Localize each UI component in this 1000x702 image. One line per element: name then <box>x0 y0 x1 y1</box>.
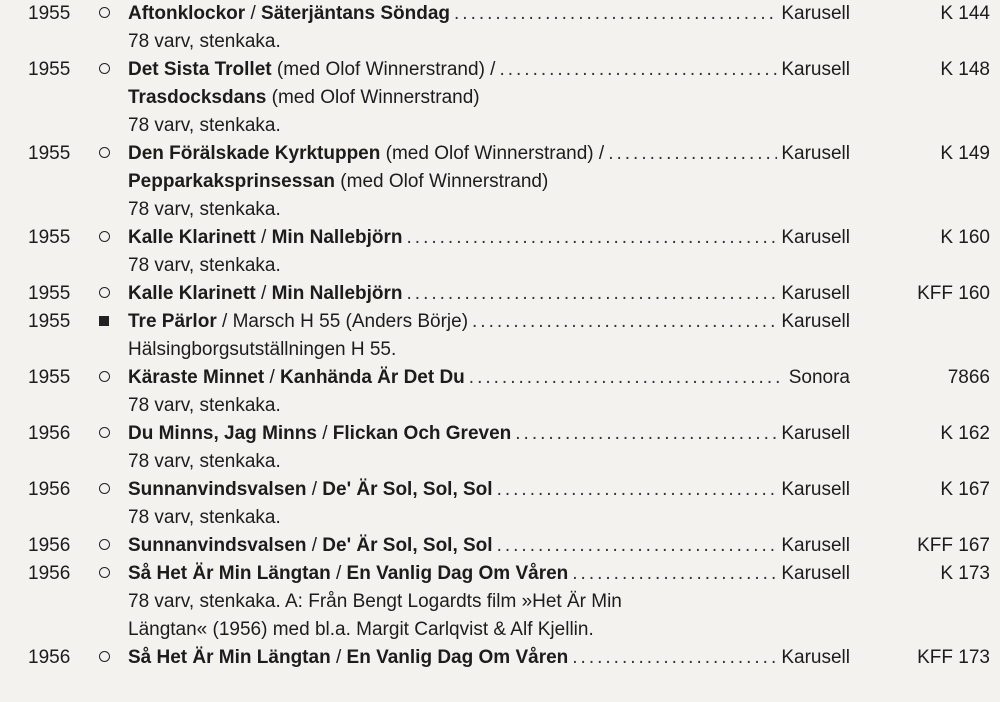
title-b: Kanhända Är Det Du <box>280 367 465 388</box>
entry-title-line <box>128 364 850 392</box>
dot-leader <box>407 224 778 252</box>
title-b: Min Nallebjörn <box>271 227 403 248</box>
entry-titles <box>128 280 403 308</box>
record-label: Karusell <box>781 535 850 556</box>
circle-icon <box>96 560 112 588</box>
continuation-title <box>128 168 828 196</box>
entry-row <box>0 560 1000 588</box>
entry-continuation <box>0 84 1000 112</box>
circle-icon <box>96 0 112 28</box>
entry-year: 1956 <box>28 647 71 668</box>
title-separator: / <box>330 647 347 668</box>
entry-row <box>0 140 1000 168</box>
catalog-number: KFF 167 <box>917 535 990 556</box>
entry-note-row <box>0 28 1000 56</box>
entry-note-row <box>0 112 1000 140</box>
entry-note: 78 varv, stenkaka. <box>128 199 281 220</box>
circle-icon <box>96 140 112 168</box>
entry-titles <box>128 0 450 28</box>
entry-row <box>0 224 1000 252</box>
entry-note-row <box>0 336 1000 364</box>
catalog-number: K 149 <box>940 143 990 164</box>
entry-titles <box>128 532 493 560</box>
title-b: Min Nallebjörn <box>271 283 403 304</box>
title-separator: / <box>255 283 272 304</box>
record-label: Karusell <box>781 283 850 304</box>
entry-title-line <box>128 280 850 308</box>
entry-year: 1956 <box>28 535 71 556</box>
title-b-note: (med Olof Winnerstrand) <box>335 171 549 192</box>
title-a: Den Förälskade Kyrktuppen <box>128 143 381 164</box>
title-a: Kalle Klarinett <box>128 283 256 304</box>
title-b: Trasdocksdans <box>128 87 267 108</box>
dot-leader <box>469 364 785 392</box>
catalog-number: KFF 160 <box>917 283 990 304</box>
record-label: Karusell <box>781 647 850 668</box>
entry-title-line <box>128 140 850 168</box>
entry-note-row <box>0 448 1000 476</box>
entry-note: 78 varv, stenkaka. <box>128 451 281 472</box>
circle-icon <box>96 364 112 392</box>
filled-square-icon <box>96 308 112 336</box>
circle-icon <box>96 420 112 448</box>
title-b: De' Är Sol, Sol, Sol <box>322 479 493 500</box>
entry-title-line <box>128 560 850 588</box>
entry-title-line <box>128 0 850 28</box>
entry-title-line <box>128 224 850 252</box>
title-separator: / <box>316 423 333 444</box>
dot-leader <box>497 476 778 504</box>
dot-leader <box>454 0 777 28</box>
dot-leader <box>407 280 778 308</box>
entry-year: 1955 <box>28 59 71 80</box>
title-a: Sunnanvindsvalsen <box>128 535 307 556</box>
title-b: Flickan Och Greven <box>332 423 512 444</box>
record-label: Karusell <box>781 227 850 248</box>
title-a: Så Het Är Min Längtan <box>128 563 331 584</box>
entry-row <box>0 308 1000 336</box>
entry-note: 78 varv, stenkaka. A: Från Bengt Logardts film »Het Är Min <box>128 591 622 612</box>
entry-title-line <box>128 532 850 560</box>
dot-leader <box>515 420 777 448</box>
entry-title-line <box>128 644 850 672</box>
title-a: Käraste Minnet <box>128 367 265 388</box>
entry-row <box>0 0 1000 28</box>
entry-titles <box>128 420 511 448</box>
entry-note-row <box>0 196 1000 224</box>
entry-year: 1955 <box>28 143 71 164</box>
entry-note: 78 varv, stenkaka. <box>128 115 281 136</box>
title-separator: / <box>216 311 233 332</box>
title-a-note: (med Olof Winnerstrand) <box>271 59 485 80</box>
entry-note-row <box>0 504 1000 532</box>
title-a: Sunnanvindsvalsen <box>128 479 307 500</box>
catalog-number: K 144 <box>940 3 990 24</box>
entry-titles <box>128 560 568 588</box>
title-separator: / <box>593 143 605 164</box>
entry-title-line <box>128 476 850 504</box>
title-a: Det Sista Trollet <box>128 59 272 80</box>
entry-title-line <box>128 420 850 448</box>
dot-leader <box>572 644 777 672</box>
entry-year: 1955 <box>28 367 71 388</box>
title-separator: / <box>330 563 347 584</box>
entry-titles <box>128 140 604 168</box>
title-b-note: (med Olof Winnerstrand) <box>266 87 480 108</box>
entry-note-row <box>0 392 1000 420</box>
dot-leader <box>608 140 777 168</box>
catalog-number: K 148 <box>940 59 990 80</box>
circle-icon <box>96 224 112 252</box>
circle-icon <box>96 532 112 560</box>
title-a: Aftonklockor <box>128 3 246 24</box>
entry-row <box>0 364 1000 392</box>
title-a-note: (med Olof Winnerstrand) <box>380 143 594 164</box>
record-label: Karusell <box>781 59 850 80</box>
entry-note: Längtan« (1956) med bl.a. Margit Carlqvist & Alf Kjellin. <box>128 619 594 640</box>
entry-row <box>0 280 1000 308</box>
entry-row <box>0 532 1000 560</box>
catalog-number: K 160 <box>940 227 990 248</box>
title-b-note: Marsch H 55 (Anders Börje) <box>232 311 469 332</box>
title-separator: / <box>306 479 323 500</box>
circle-icon <box>96 280 112 308</box>
title-a: Kalle Klarinett <box>128 227 256 248</box>
entry-note: Hälsingborgsutställningen H 55. <box>128 339 397 360</box>
circle-icon <box>96 476 112 504</box>
entry-year: 1955 <box>28 227 71 248</box>
entry-year: 1955 <box>28 283 71 304</box>
entry-titles <box>128 644 568 672</box>
entry-continuation <box>0 168 1000 196</box>
title-b: Säterjäntans Söndag <box>261 3 451 24</box>
entry-year: 1955 <box>28 3 71 24</box>
title-a: Tre Pärlor <box>128 311 217 332</box>
record-label: Karusell <box>781 479 850 500</box>
title-separator: / <box>264 367 281 388</box>
entry-note-row <box>0 588 1000 616</box>
title-b: En Vanlig Dag Om Våren <box>346 647 569 668</box>
entry-year: 1956 <box>28 479 71 500</box>
entry-row <box>0 420 1000 448</box>
continuation-title <box>128 84 828 112</box>
title-separator: / <box>255 227 272 248</box>
circle-icon <box>96 644 112 672</box>
record-label: Karusell <box>781 143 850 164</box>
entry-title-line <box>128 308 850 336</box>
dot-leader <box>499 56 777 84</box>
entry-titles <box>128 224 403 252</box>
entry-note: 78 varv, stenkaka. <box>128 31 281 52</box>
record-label: Karusell <box>781 3 850 24</box>
record-label: Karusell <box>781 311 850 332</box>
entry-note: 78 varv, stenkaka. <box>128 507 281 528</box>
title-b: Pepparkaksprinsessan <box>128 171 336 192</box>
catalog-number: KFF 173 <box>917 647 990 668</box>
dot-leader <box>572 560 777 588</box>
title-b: En Vanlig Dag Om Våren <box>346 563 569 584</box>
entry-titles <box>128 476 493 504</box>
title-b: De' Är Sol, Sol, Sol <box>322 535 493 556</box>
dot-leader <box>497 532 778 560</box>
entry-year: 1956 <box>28 423 71 444</box>
dot-leader <box>472 308 777 336</box>
title-a: Så Het Är Min Längtan <box>128 647 331 668</box>
catalog-number: K 162 <box>940 423 990 444</box>
entry-row <box>0 644 1000 672</box>
record-label: Karusell <box>781 423 850 444</box>
title-separator: / <box>306 535 323 556</box>
entry-note: 78 varv, stenkaka. <box>128 255 281 276</box>
entry-note-row <box>0 252 1000 280</box>
entry-titles <box>128 364 465 392</box>
entry-title-line <box>128 56 850 84</box>
entry-row <box>0 476 1000 504</box>
entry-note: 78 varv, stenkaka. <box>128 395 281 416</box>
entry-note-row <box>0 616 1000 644</box>
catalog-number: K 167 <box>940 479 990 500</box>
catalog-number: K 173 <box>940 563 990 584</box>
title-a: Du Minns, Jag Minns <box>128 423 317 444</box>
entry-year: 1956 <box>28 563 71 584</box>
entry-titles <box>128 308 468 336</box>
circle-icon <box>96 56 112 84</box>
record-label: Sonora <box>788 367 850 388</box>
record-label: Karusell <box>781 563 850 584</box>
entry-year: 1955 <box>28 311 71 332</box>
catalog-number: 7866 <box>947 367 990 388</box>
entry-titles <box>128 56 495 84</box>
title-separator: / <box>245 3 262 24</box>
entry-row <box>0 56 1000 84</box>
title-separator: / <box>484 59 496 80</box>
